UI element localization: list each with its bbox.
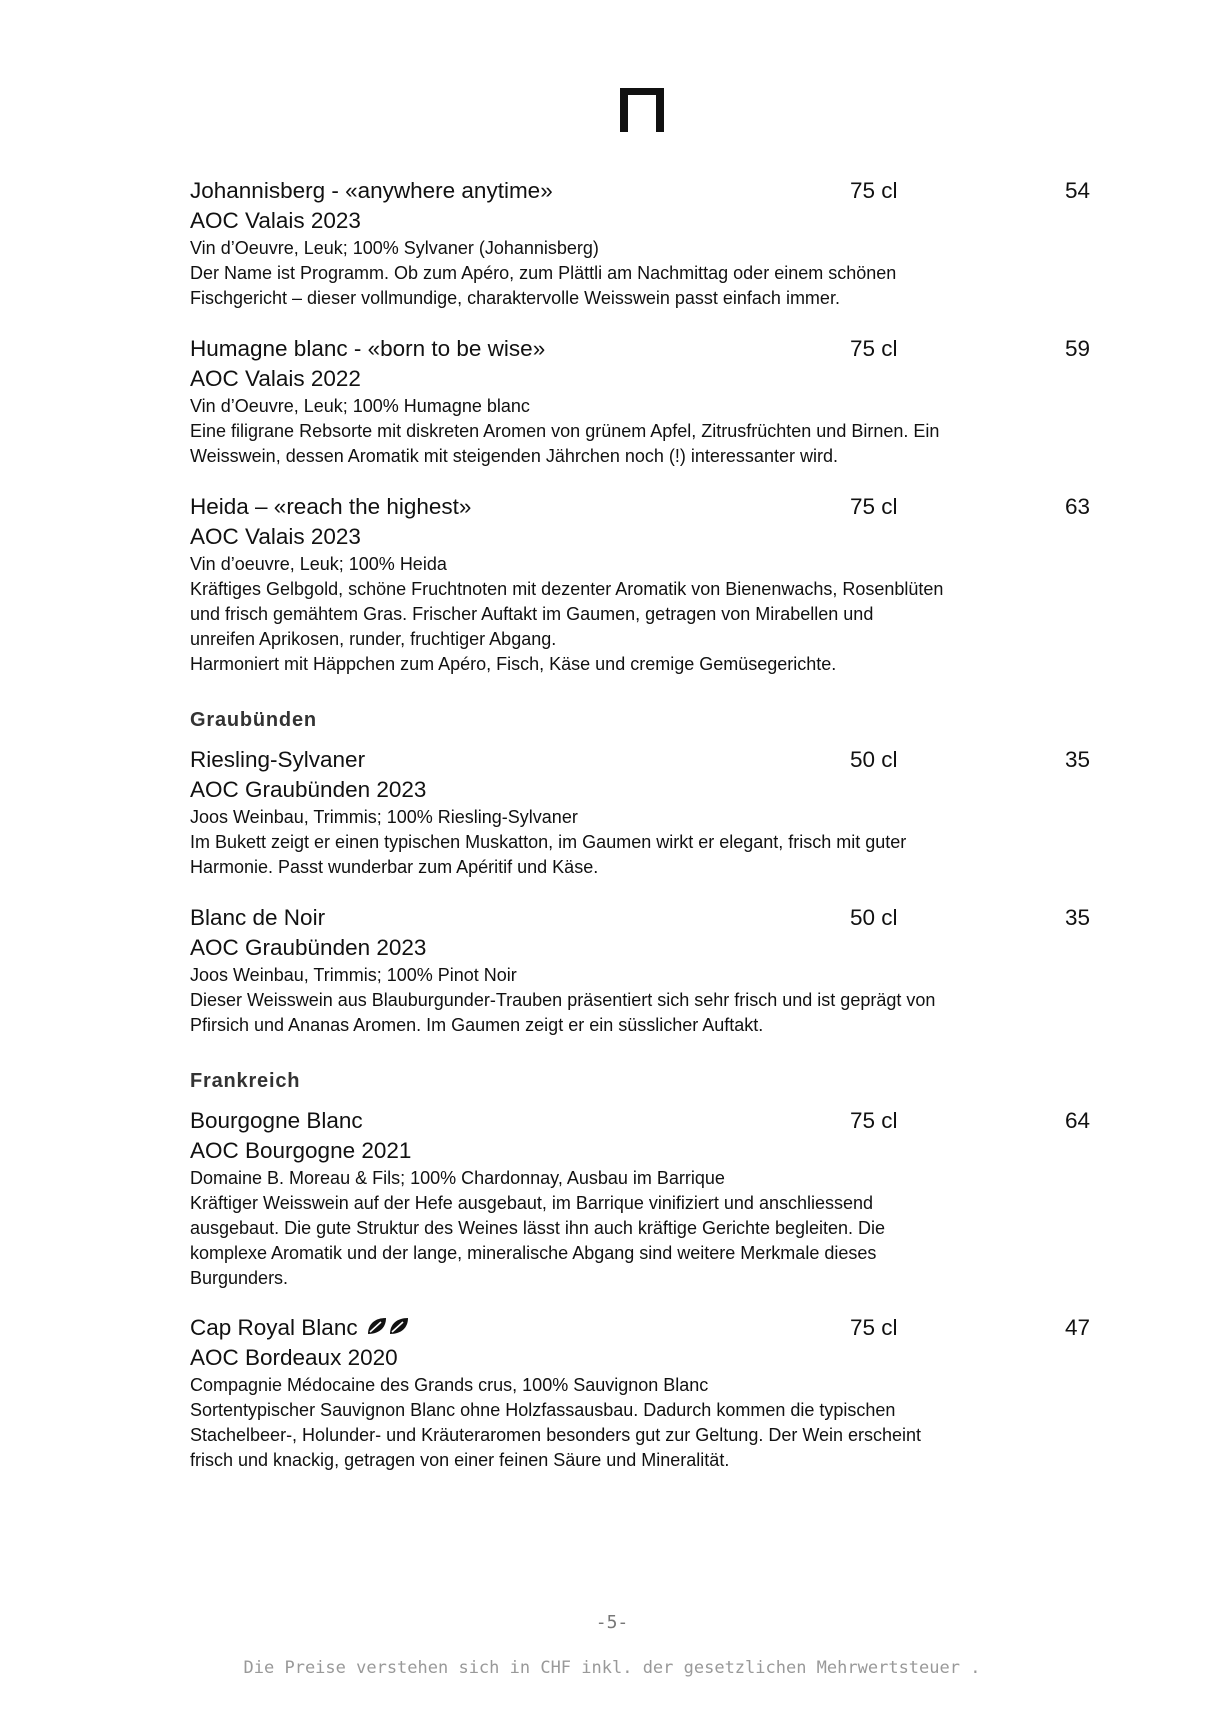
wine-price: 59 (1064, 336, 1090, 361)
wine-price: 63 (1064, 494, 1090, 519)
wine-entry (190, 176, 1090, 311)
description-line: Harmoniert mit Häppchen zum Apéro, Fisch, Käse und cremige Gemüsegerichte. (190, 654, 837, 674)
wine-price: 35 (1064, 747, 1090, 772)
wine-appellation: AOC Graubünden 2023 (190, 935, 427, 960)
wine-entry (190, 334, 1090, 469)
wine-producer: Domaine B. Moreau & Fils; 100% Chardonnay, Ausbau im Barrique (190, 1168, 725, 1188)
description-line: komplexe Aromatik und der lange, mineralische Abgang sind weitere Merkmale dieses (190, 1243, 877, 1263)
wine-name: Bourgogne Blanc (190, 1108, 363, 1133)
wine-appellation: AOC Bourgogne 2021 (190, 1138, 412, 1163)
wine-producer: Compagnie Médocaine des Grands crus, 100% Sauvignon Blanc (190, 1375, 709, 1395)
page-number: -5- (595, 1612, 629, 1633)
wine-volume: 75 cl (850, 336, 898, 361)
wine-volume: 75 cl (850, 494, 898, 519)
description-line: Im Bukett zeigt er einen typischen Muskatton, im Gaumen wirkt er elegant, frisch mit guter (190, 832, 907, 852)
wine-description (190, 830, 1090, 880)
description-line: ausgebaut. Die gute Struktur des Weines lässt ihn auch kräftige Gerichte begleiten. Die (190, 1218, 886, 1238)
wine-price: 64 (1064, 1108, 1090, 1133)
wine-name: Heida – «reach the highest» (190, 494, 472, 519)
wine-entry (190, 492, 1090, 677)
description-line: Kräftiger Weisswein auf der Hefe ausgebaut, im Barrique vinifiziert und anschliessend (190, 1193, 874, 1213)
wine-name: Cap Royal Blanc (190, 1315, 358, 1340)
description-line: Dieser Weisswein aus Blauburgunder-Trauben präsentiert sich sehr frisch und ist geprägt von (190, 990, 936, 1010)
wine-entry (190, 903, 1090, 1038)
wine-name-row (190, 1313, 410, 1343)
wine-description (190, 261, 1090, 311)
description-line: Weisswein, dessen Aromatik mit steigenden Jährchen noch (!) interessanter wird. (190, 446, 838, 466)
description-line: Pfirsich und Ananas Aromen. Im Gaumen zeigt er ein süsslicher Auftakt. (190, 1015, 764, 1035)
wine-appellation: AOC Graubünden 2023 (190, 777, 427, 802)
wine-description (190, 988, 1090, 1038)
description-line: Stachelbeer-, Holunder- und Kräuteraromen besonders gut zur Geltung. Der Wein erscheint (190, 1425, 922, 1445)
wine-appellation: AOC Valais 2023 (190, 524, 361, 549)
wine-entry (190, 1313, 1090, 1473)
description-line: frisch und knackig, getragen von einer feinen Säure und Mineralität. (190, 1450, 730, 1470)
wine-description (190, 577, 1090, 677)
description-line: Eine filigrane Rebsorte mit diskreten Aromen von grünem Apfel, Zitrusfrüchten und Birnen. Ein (190, 421, 940, 441)
section-heading-frankreich: Frankreich (190, 1070, 301, 1092)
wine-price: 47 (1064, 1315, 1090, 1340)
wine-volume: 75 cl (850, 1315, 898, 1340)
description-line: und frisch gemähtem Gras. Frischer Auftakt im Gaumen, getragen von Mirabellen und (190, 604, 874, 624)
wine-producer: Joos Weinbau, Trimmis; 100% Pinot Noir (190, 965, 517, 985)
wine-price: 35 (1064, 905, 1090, 930)
wine-appellation: AOC Valais 2023 (190, 208, 361, 233)
wine-producer: Vin d’oeuvre, Leuk; 100% Heida (190, 554, 447, 574)
leaf-icon (366, 1316, 410, 1336)
description-line: Kräftiges Gelbgold, schöne Fruchtnoten mit dezenter Aromatik von Bienenwachs, Rosenblüten (190, 579, 944, 599)
description-line: Fischgericht – dieser vollmundige, charaktervolle Weisswein passt einfach immer. (190, 288, 840, 308)
wine-producer: Joos Weinbau, Trimmis; 100% Riesling-Sylvaner (190, 807, 578, 827)
wine-entry (190, 1106, 1090, 1291)
wine-name: Humagne blanc - «born to be wise» (190, 336, 546, 361)
wine-producer: Vin d’Oeuvre, Leuk; 100% Humagne blanc (190, 396, 530, 416)
wine-description (190, 1191, 1090, 1291)
pi-logo-icon (620, 88, 664, 132)
wine-appellation: AOC Valais 2022 (190, 366, 361, 391)
wine-appellation: AOC Bordeaux 2020 (190, 1345, 398, 1370)
description-line: Sortentypischer Sauvignon Blanc ohne Holzfassausbau. Dadurch kommen die typischen (190, 1400, 896, 1420)
wine-price: 54 (1064, 178, 1090, 203)
description-line: Burgunders. (190, 1268, 289, 1288)
description-line: Der Name ist Programm. Ob zum Apéro, zum Plättli am Nachmittag oder einem schönen (190, 263, 897, 283)
wine-name: Blanc de Noir (190, 905, 326, 930)
wine-description (190, 1398, 1090, 1473)
wine-volume: 75 cl (850, 1108, 898, 1133)
price-note: Die Preise verstehen sich in CHF inkl. der gesetzlichen Mehrwertsteuer . (243, 1658, 981, 1678)
description-line: Harmonie. Passt wunderbar zum Apéritif und Käse. (190, 857, 599, 877)
description-line: unreifen Aprikosen, runder, fruchtiger Abgang. (190, 629, 557, 649)
wine-volume: 50 cl (850, 905, 898, 930)
wine-producer: Vin d’Oeuvre, Leuk; 100% Sylvaner (Johannisberg) (190, 238, 599, 258)
wine-name: Riesling-Sylvaner (190, 747, 366, 772)
wine-volume: 50 cl (850, 747, 898, 772)
section-heading-graubuenden: Graubünden (190, 709, 317, 731)
wine-entry (190, 745, 1090, 880)
wine-name: Johannisberg - «anywhere anytime» (190, 178, 553, 203)
wine-description (190, 419, 1090, 469)
wine-volume: 75 cl (850, 178, 898, 203)
